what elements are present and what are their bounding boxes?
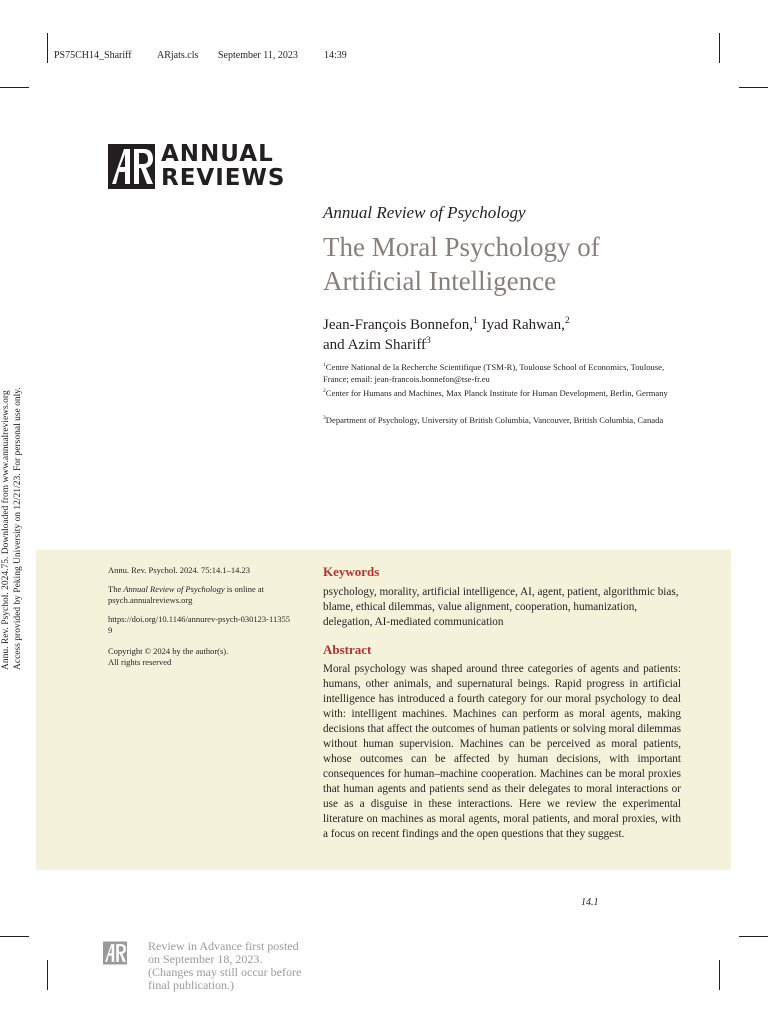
crop-mark [0, 87, 29, 88]
review-line-2: on September 18, 2023. [148, 952, 263, 966]
keywords-text: psychology, morality, artificial intelligence, AI, agent, patient, algorithmic bias, blame, ethical dilemmas, value alignment, cooperation, humanization, delegation, AI-mediated communication [323, 586, 679, 628]
affiliation-marker: 2 [564, 315, 570, 326]
crop-mark [739, 936, 768, 937]
crop-mark [0, 936, 29, 937]
author-list [323, 315, 663, 355]
annual-reviews-logo-mark [108, 144, 155, 189]
running-header [54, 50, 132, 61]
download-side-note [0, 387, 24, 670]
keywords-heading: Keywords [323, 564, 380, 579]
affiliation-3 [323, 414, 668, 426]
small-annual-reviews-logo [103, 940, 127, 966]
author-line-1 [323, 315, 663, 335]
affiliation-number: 3 [323, 415, 326, 422]
author-line-2 [323, 335, 663, 355]
logo-line-reviews: REVIEWS [161, 165, 286, 191]
author-rahwan: Iyad Rahwan, [477, 317, 565, 333]
affiliation-text: Department of Psychology, University of British Columbia, Vancouver, British Columbia, Canada [325, 415, 664, 425]
side-note-line-1: Annu. Rev. Psychol. 2024.75. Downloaded from www.annualreviews.org [1, 390, 11, 670]
online-pre: The [108, 584, 124, 594]
article-title: The Moral Psychology of Artificial Intelligence [323, 232, 600, 296]
page-number: 14.1 [581, 897, 599, 908]
review-line-4: final publication.) [148, 978, 234, 992]
crop-mark [47, 33, 48, 63]
abstract-heading: Abstract [323, 642, 372, 657]
journal-name: Annual Review of Psychology [323, 203, 526, 222]
header-file: PS75CH14_Shariff [54, 50, 132, 61]
affiliation-text: Centre National de la Recherche Scientifique (TSM-R), Toulouse School of Economics, Toulouse, France; email: jean-francois.bonnefon@tse-fr.eu [323, 362, 665, 384]
doi-link[interactable]: https://doi.org/10.1146/annurev-psych-030123-113559 [108, 614, 290, 635]
annual-reviews-logo-text [161, 142, 285, 190]
affiliation-1 [323, 361, 668, 385]
citation: Annu. Rev. Psychol. 2024. 75:14.1–14.23 [108, 565, 251, 575]
logo-line-annual: ANNUAL [161, 141, 274, 167]
affiliation-number: 2 [323, 388, 326, 395]
header-date: September 11, 2023 [218, 50, 298, 61]
review-in-advance-note [148, 940, 328, 992]
crop-mark [739, 87, 768, 88]
crop-mark [719, 33, 720, 63]
side-note-line-2: Access provided by Peking University on 12/21/23. For personal use only. [13, 387, 23, 670]
affiliation-marker: 3 [426, 335, 431, 346]
author-shariff: and Azim Shariff [323, 337, 427, 353]
review-line-3: (Changes may still occur before [148, 965, 302, 979]
header-class: ARjats.cls [157, 50, 199, 61]
affiliation-number: 1 [323, 362, 326, 369]
review-line-1: Review in Advance first posted [148, 939, 299, 953]
crop-mark [719, 960, 720, 990]
author-bonnefon: Jean-François Bonnefon, [323, 317, 473, 333]
header-time: 14:39 [324, 50, 347, 61]
online-post: is online at psych.annualreviews.org [108, 584, 265, 605]
rights-line: All rights reserved [108, 657, 172, 667]
copyright-line: Copyright © 2024 by the author(s). [108, 646, 229, 656]
affiliation-text: Center for Humans and Machines, Max Planck Institute for Human Development, Berlin, Germany [325, 388, 668, 398]
copyright [108, 646, 298, 668]
crop-mark [47, 960, 48, 990]
online-journal: Annual Review of Psychology [123, 584, 225, 594]
affiliation-2 [323, 387, 668, 399]
affiliation-marker: 1 [472, 315, 478, 326]
online-note [108, 584, 298, 606]
abstract-text: Moral psychology was shaped around three categories of agents and patients: humans, other animals, and supernatural beings. Rapid progress in artificial intelligence has introduced a fourth category for our moral psychology to deal with: intelligent machines. Machines can perform as moral agents, making decisions that affect the outcomes of human patients or solving moral dilemmas without human supervision. Machines can be perceived as moral patients, whose outcomes can be affected by human decisions, with important consequences for human–machine cooperation. Machines can be moral proxies that human agents and patients send as their delegates to moral interactions or use as a disguise in these interactions. Here we review the experimental literature on machines as moral agents, moral patients, and moral proxies, with a focus on recent findings and the open questions that they suggest. [323, 663, 681, 840]
